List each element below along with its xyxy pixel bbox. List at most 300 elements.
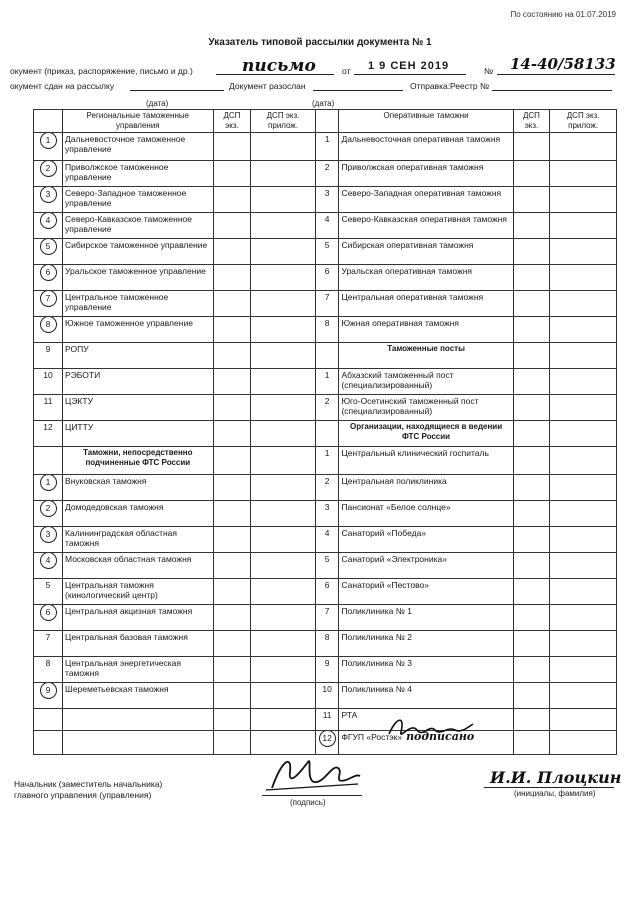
right-dsp-attach-cell	[550, 731, 617, 755]
right-dsp-attach-cell	[550, 161, 617, 187]
doc-number-handwritten: 14-40/58133	[510, 55, 616, 73]
table-row	[34, 631, 617, 657]
right-name: Пансионат «Белое солнце»	[341, 502, 451, 512]
right-dsp-attach-cell	[550, 395, 617, 421]
distributed-label: Документ разослан	[229, 81, 306, 91]
table-row	[34, 239, 617, 265]
right-name-cell	[339, 187, 513, 213]
right-name: Абхазский таможенный пост (специализированный)	[341, 370, 454, 390]
right-num-cell	[315, 421, 339, 447]
left-num-cell	[34, 239, 63, 265]
left-name-cell: Внуковская таможня	[63, 475, 214, 501]
left-name-cell: ЦЭКТУ	[63, 395, 214, 421]
left-dsp-copies-cell	[213, 343, 251, 369]
left-dsp-attach-cell	[251, 657, 316, 683]
left-num-cell	[34, 553, 63, 579]
right-dsp-copies-cell	[513, 343, 550, 369]
left-num-cell	[34, 657, 63, 683]
left-num-cell	[34, 579, 63, 605]
right-name-cell	[339, 317, 513, 343]
left-num: 2	[40, 501, 57, 518]
right-dsp-copies-cell	[513, 213, 550, 239]
right-dsp-attach-cell	[550, 213, 617, 239]
left-dsp-attach-cell	[251, 161, 316, 187]
left-name-cell: Таможни, непосредственно подчиненные ФТС России	[63, 447, 214, 475]
right-num: 10	[322, 684, 332, 694]
right-num: 3	[324, 188, 330, 198]
left-name-cell: Калининградская областная таможня	[63, 527, 214, 553]
right-name: Центральная поликлиника	[341, 476, 447, 486]
table-row	[34, 395, 617, 421]
right-num: 7	[324, 606, 330, 616]
left-name-cell: Центральная базовая таможня	[63, 631, 214, 657]
table-row	[34, 317, 617, 343]
left-dsp-attach-cell	[251, 527, 316, 553]
left-num: 12	[43, 422, 53, 432]
right-name: Санаторий «Пестово»	[341, 580, 429, 590]
right-dsp-attach-cell	[550, 317, 617, 343]
right-dsp-attach-cell	[550, 343, 617, 369]
left-dsp-copies-cell	[213, 501, 251, 527]
left-num: 5	[45, 580, 51, 590]
left-dsp-attach-cell	[251, 447, 316, 475]
right-num: 2	[324, 476, 330, 486]
right-dsp-copies-cell	[513, 317, 550, 343]
header-dsp-attach: ДСП экз. прилож.	[251, 110, 316, 133]
left-dsp-attach-cell	[251, 475, 316, 501]
right-num: 9	[324, 658, 330, 668]
doc-type-handwritten: письмо	[242, 56, 316, 76]
left-num-cell	[34, 161, 63, 187]
table-row	[34, 475, 617, 501]
right-dsp-copies-cell	[513, 631, 550, 657]
registry-label: Реестр №	[450, 81, 490, 91]
left-dsp-attach-cell	[251, 501, 316, 527]
left-dsp-attach-cell	[251, 709, 316, 731]
right-name-cell	[339, 213, 513, 239]
left-dsp-copies-cell	[213, 213, 251, 239]
right-num: 1	[324, 370, 330, 380]
left-name-cell	[63, 709, 214, 731]
left-dsp-attach-cell	[251, 553, 316, 579]
left-dsp-attach-cell	[251, 317, 316, 343]
left-dsp-copies-cell	[213, 187, 251, 213]
right-num: 4	[324, 528, 330, 538]
header-dsp-copies-right: ДСП экз.	[513, 110, 550, 133]
right-name: Санаторий «Электроника»	[341, 554, 447, 564]
table-row	[34, 369, 617, 395]
right-dsp-copies-cell	[513, 527, 550, 553]
name-underline	[484, 787, 614, 788]
doc-type-label: окумент (приказ, распоряжение, письмо и др.)	[10, 66, 193, 76]
table-row	[34, 291, 617, 317]
left-dsp-attach-cell	[251, 395, 316, 421]
table-row	[34, 527, 617, 553]
chief-label: Начальник (заместитель начальника) главного управления (управления)	[14, 779, 163, 800]
right-dsp-copies-cell	[513, 161, 550, 187]
left-dsp-copies-cell	[213, 553, 251, 579]
left-dsp-copies-cell	[213, 447, 251, 475]
distribution-table	[33, 109, 617, 755]
left-num: 3	[40, 187, 57, 204]
left-name-cell: Центральное таможенное управление	[63, 291, 214, 317]
left-name-cell: Центральная таможня (кинологический центр)	[63, 579, 214, 605]
left-num-cell	[34, 395, 63, 421]
left-num-cell	[34, 631, 63, 657]
right-name-cell	[339, 343, 513, 369]
date-caption-right: (дата)	[312, 99, 335, 108]
right-dsp-attach-cell	[550, 657, 617, 683]
right-dsp-copies-cell	[513, 501, 550, 527]
left-name-cell: РОПУ	[63, 343, 214, 369]
left-num: 11	[43, 396, 53, 406]
right-name: Дальневосточная оперативная таможня	[341, 134, 501, 144]
left-dsp-attach-cell	[251, 265, 316, 291]
right-num-cell	[315, 631, 339, 657]
right-name: ФГУП «Ростэк»	[341, 732, 403, 742]
left-num: 9	[45, 344, 51, 354]
left-dsp-attach-cell	[251, 683, 316, 709]
registry-underline	[492, 90, 612, 91]
left-name-cell: Домодедовская таможня	[63, 501, 214, 527]
right-num-cell	[315, 579, 339, 605]
left-dsp-copies-cell	[213, 579, 251, 605]
right-dsp-attach-cell	[550, 709, 617, 731]
left-name-cell: Приволжское таможенное управление	[63, 161, 214, 187]
right-name: Приволжская оперативная таможня	[341, 162, 484, 172]
left-num-cell	[34, 475, 63, 501]
table-row	[34, 265, 617, 291]
right-num: 1	[324, 134, 330, 144]
right-dsp-attach-cell	[550, 631, 617, 657]
right-dsp-copies-cell	[513, 475, 550, 501]
number-label: №	[484, 66, 494, 76]
right-dsp-attach-cell	[550, 527, 617, 553]
left-dsp-attach-cell	[251, 631, 316, 657]
left-name-cell: Шереметьевская таможня	[63, 683, 214, 709]
right-dsp-attach-cell	[550, 553, 617, 579]
right-name: Северо-Кавказская оперативная таможня	[341, 214, 507, 224]
right-dsp-attach-cell	[550, 475, 617, 501]
left-num-cell	[34, 683, 63, 709]
right-num-cell	[315, 161, 339, 187]
table-row	[34, 553, 617, 579]
right-name-cell	[339, 291, 513, 317]
distributed-underline	[313, 90, 403, 91]
right-num: 11	[322, 710, 332, 720]
left-name-cell: ЦИТТУ	[63, 421, 214, 447]
table-row	[34, 605, 617, 631]
right-dsp-copies-cell	[513, 657, 550, 683]
right-name-cell	[339, 369, 513, 395]
right-name-cell	[339, 605, 513, 631]
left-num-cell	[34, 501, 63, 527]
left-num-cell	[34, 317, 63, 343]
left-num: 6	[40, 605, 57, 622]
left-dsp-copies-cell	[213, 395, 251, 421]
right-num-cell	[315, 447, 339, 475]
right-dsp-attach-cell	[550, 187, 617, 213]
table-row	[34, 579, 617, 605]
right-num: 5	[324, 240, 330, 250]
left-num: 9	[40, 683, 57, 700]
right-dsp-attach-cell	[550, 265, 617, 291]
left-num: 5	[40, 239, 57, 256]
right-dsp-attach-cell	[550, 369, 617, 395]
left-dsp-copies-cell	[213, 683, 251, 709]
left-num: 2	[40, 161, 57, 178]
sent-method-label: Отправка:	[410, 81, 451, 91]
left-num: 7	[40, 291, 57, 308]
right-num-cell	[315, 501, 339, 527]
left-dsp-copies-cell	[213, 657, 251, 683]
left-num-cell	[34, 447, 63, 475]
left-num: 1	[40, 133, 57, 150]
left-dsp-attach-cell	[251, 133, 316, 161]
left-num: 8	[40, 317, 57, 334]
right-num-cell	[315, 605, 339, 631]
signature-graphic	[262, 750, 362, 794]
right-num-cell	[315, 213, 339, 239]
left-dsp-copies-cell	[213, 239, 251, 265]
sent-label: окумент сдан на рассылку	[10, 81, 115, 91]
right-name: Центральная оперативная таможня	[341, 292, 484, 302]
left-num: 4	[40, 553, 57, 570]
left-num-cell	[34, 265, 63, 291]
right-num: 6	[324, 266, 330, 276]
right-dsp-attach-cell	[550, 291, 617, 317]
right-dsp-attach-cell	[550, 421, 617, 447]
right-dsp-copies-cell	[513, 605, 550, 631]
right-num-cell	[315, 395, 339, 421]
right-num-cell	[315, 475, 339, 501]
table-row	[34, 421, 617, 447]
left-dsp-attach-cell	[251, 187, 316, 213]
left-dsp-attach-cell	[251, 291, 316, 317]
right-name: Уральская оперативная таможня	[341, 266, 472, 276]
right-dsp-attach-cell	[550, 683, 617, 709]
fgup-handwritten-mark	[385, 712, 475, 742]
right-dsp-attach-cell	[550, 605, 617, 631]
left-num-cell	[34, 421, 63, 447]
right-dsp-copies-cell	[513, 553, 550, 579]
right-num-cell	[315, 709, 339, 731]
signature-underline	[262, 795, 362, 796]
left-dsp-copies-cell	[213, 631, 251, 657]
right-name: Поликлиника № 1	[341, 606, 412, 616]
left-dsp-copies-cell	[213, 731, 251, 755]
left-dsp-attach-cell	[251, 213, 316, 239]
right-name: Сибирская оперативная таможня	[341, 240, 474, 250]
left-num-cell	[34, 291, 63, 317]
right-num-cell	[315, 527, 339, 553]
right-num-cell	[315, 657, 339, 683]
left-num-cell	[34, 133, 63, 161]
right-name-cell	[339, 657, 513, 683]
header-operational: Оперативные таможни	[339, 110, 513, 133]
left-num: 6	[40, 265, 57, 282]
header-dsp-copies: ДСП экз.	[213, 110, 251, 133]
left-name-cell: Уральское таможенное управление	[63, 265, 214, 291]
left-name-cell: Северо-Западное таможенное управление	[63, 187, 214, 213]
left-name-cell: Северо-Кавказское таможенное управление	[63, 213, 214, 239]
right-name-cell	[339, 683, 513, 709]
right-name-cell	[339, 475, 513, 501]
left-dsp-copies-cell	[213, 605, 251, 631]
left-dsp-attach-cell	[251, 579, 316, 605]
left-dsp-attach-cell	[251, 239, 316, 265]
table-row	[34, 501, 617, 527]
left-num-cell	[34, 709, 63, 731]
right-num-cell	[315, 187, 339, 213]
right-num-cell	[315, 683, 339, 709]
right-name-cell	[339, 631, 513, 657]
right-name-cell	[339, 265, 513, 291]
right-name-cell	[339, 239, 513, 265]
table-row	[34, 161, 617, 187]
right-dsp-copies-cell	[513, 447, 550, 475]
right-num: 7	[324, 292, 330, 302]
left-dsp-copies-cell	[213, 161, 251, 187]
right-num-cell	[315, 369, 339, 395]
left-num: 7	[45, 632, 51, 642]
right-num: 2	[324, 396, 330, 406]
table-row	[34, 343, 617, 369]
left-dsp-copies-cell	[213, 527, 251, 553]
right-num: 1	[324, 448, 330, 458]
table-row	[34, 447, 617, 475]
left-dsp-attach-cell	[251, 421, 316, 447]
right-dsp-attach-cell	[550, 579, 617, 605]
header-regional: Региональные таможенные управления	[63, 110, 214, 133]
from-label: от	[342, 66, 351, 76]
signature-caption: (подпись)	[290, 798, 326, 807]
right-dsp-copies-cell	[513, 265, 550, 291]
right-num-cell	[315, 265, 339, 291]
left-dsp-copies-cell	[213, 291, 251, 317]
right-num: 4	[324, 214, 330, 224]
right-num: 12	[319, 731, 336, 748]
right-name: РТА	[341, 710, 358, 720]
right-dsp-copies-cell	[513, 239, 550, 265]
right-name: Южная оперативная таможня	[341, 318, 459, 328]
right-num-cell	[315, 239, 339, 265]
right-name: Юго-Осетинский таможенный пост (специализированный)	[341, 396, 479, 416]
right-name-cell	[339, 395, 513, 421]
left-num: 4	[40, 213, 57, 230]
name-caption: (инициалы, фамилия)	[514, 789, 596, 798]
left-name-cell: Южное таможенное управление	[63, 317, 214, 343]
left-num: 8	[45, 658, 51, 668]
left-dsp-copies-cell	[213, 369, 251, 395]
right-dsp-attach-cell	[550, 239, 617, 265]
table-row	[34, 213, 617, 239]
left-num: 3	[40, 527, 57, 544]
left-num-cell	[34, 605, 63, 631]
right-name: Центральный клинический госпиталь	[341, 448, 489, 458]
right-dsp-copies-cell	[513, 395, 550, 421]
right-num: 5	[324, 554, 330, 564]
left-num-cell	[34, 527, 63, 553]
left-num-cell	[34, 343, 63, 369]
page-title: Указатель типовой рассылки документа № 1	[208, 37, 432, 48]
left-name-cell: Дальневосточное таможенное управление	[63, 133, 214, 161]
right-dsp-copies-cell	[513, 369, 550, 395]
date-underline	[354, 74, 466, 75]
table-row	[34, 133, 617, 161]
doc-date-stamp: 1 9 СЕН 2019	[368, 60, 450, 72]
left-dsp-copies-cell	[213, 709, 251, 731]
right-name-cell	[339, 421, 513, 447]
right-dsp-copies-cell	[513, 421, 550, 447]
left-dsp-attach-cell	[251, 369, 316, 395]
right-dsp-attach-cell	[550, 133, 617, 161]
right-num-cell	[315, 553, 339, 579]
right-dsp-copies-cell	[513, 291, 550, 317]
right-num: 8	[324, 632, 330, 642]
right-name-cell	[339, 161, 513, 187]
left-num-cell	[34, 369, 63, 395]
left-name-cell: Сибирское таможенное управление	[63, 239, 214, 265]
left-dsp-copies-cell	[213, 133, 251, 161]
right-dsp-copies-cell	[513, 709, 550, 731]
left-name-cell: Центральная акцизная таможня	[63, 605, 214, 631]
left-name-cell	[63, 731, 214, 755]
name-handwritten: И.И. Плоцкин	[490, 768, 622, 787]
right-num: 8	[324, 318, 330, 328]
left-name-cell: Московская областная таможня	[63, 553, 214, 579]
table-row	[34, 657, 617, 683]
header-num-left	[34, 110, 63, 133]
table-row	[34, 709, 617, 731]
right-name: Поликлиника № 2	[341, 632, 412, 642]
right-num: 6	[324, 580, 330, 590]
right-num-cell	[315, 317, 339, 343]
right-name: Санаторий «Победа»	[341, 528, 427, 538]
table-row	[34, 683, 617, 709]
right-num: 2	[324, 162, 330, 172]
left-dsp-copies-cell	[213, 265, 251, 291]
right-name-cell	[339, 579, 513, 605]
left-dsp-copies-cell	[213, 475, 251, 501]
right-dsp-copies-cell	[513, 187, 550, 213]
date-caption-left: (дата)	[146, 99, 169, 108]
header-num-right	[315, 110, 339, 133]
right-dsp-attach-cell	[550, 501, 617, 527]
right-name: Поликлиника № 4	[341, 684, 412, 694]
right-name-cell	[339, 553, 513, 579]
right-name-cell	[339, 501, 513, 527]
right-num-cell	[315, 343, 339, 369]
right-dsp-copies-cell	[513, 683, 550, 709]
left-dsp-copies-cell	[213, 317, 251, 343]
right-num-cell	[315, 133, 339, 161]
right-name: Таможенные посты	[387, 344, 465, 353]
right-name-cell	[339, 527, 513, 553]
table-row	[34, 187, 617, 213]
left-num-cell	[34, 187, 63, 213]
right-name: Северо-Западная оперативная таможня	[341, 188, 502, 198]
right-name-cell	[339, 133, 513, 161]
left-num: 10	[43, 370, 53, 380]
status-note: По состоянию на 01.07.2019	[510, 10, 616, 19]
right-name: Организации, находящиеся в ведении ФТС России	[349, 422, 503, 441]
right-name: Поликлиника № 3	[341, 658, 412, 668]
right-dsp-attach-cell	[550, 447, 617, 475]
right-num: 3	[324, 502, 330, 512]
left-num: 1	[40, 475, 57, 492]
left-name-cell: Центральная энергетическая таможня	[63, 657, 214, 683]
